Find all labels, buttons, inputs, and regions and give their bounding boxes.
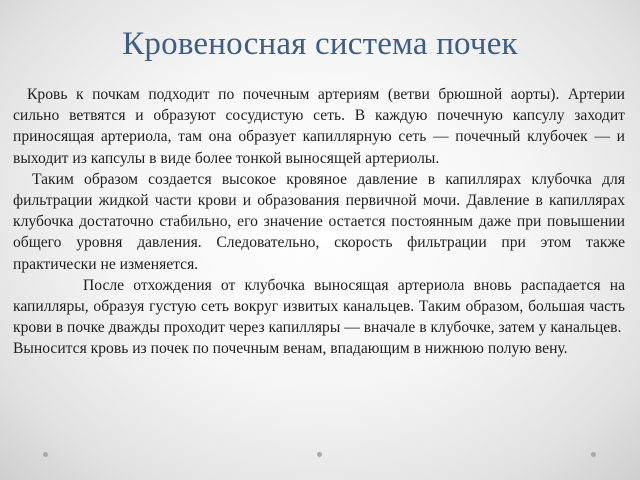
paragraph-capillaries: После отхождения от клубочка выносящая артериола вновь распадается на капилляры, образуя густую сеть вокруг извитых канальцев. Таким образом, большая часть крови в почке дважды проходит через капилляры — вначале в клубочке, затем у канальцев. <box>13 276 625 337</box>
decorative-dot-center <box>317 452 322 457</box>
decorative-dot-right <box>591 452 596 457</box>
decorative-dot-left <box>43 452 48 457</box>
slide-body <box>13 84 625 360</box>
paragraph-pressure: Таким образом создается высокое кровяное давление в капиллярах клубочка для фильтрации жидкой части крови и образования первичной мочи. Давление в капиллярах клубочка достаточно стабильно, его значение остается постоянным даже при повышении общего уровня давления. Следовательно, скорость фильтрации при этом также практически не изменяется. <box>13 170 625 273</box>
slide-title: Кровеносная система почек <box>122 26 518 62</box>
paragraph-blood-supply: Кровь к почкам подходит по почечным артериям (ветви брюшной аорты). Артерии сильно ветвятся и образуют сосудистую сеть. В каждую почечную капсулу заходит приносящая артериола, там она образует капиллярную сеть — почечный клубочек — и выходит из капсулы в виде более тонкой выносящей артериолы. <box>13 86 625 167</box>
paragraph-veins: Выносится кровь из почек по почечным венам, впадающим в нижнюю полую вену. <box>13 340 568 358</box>
